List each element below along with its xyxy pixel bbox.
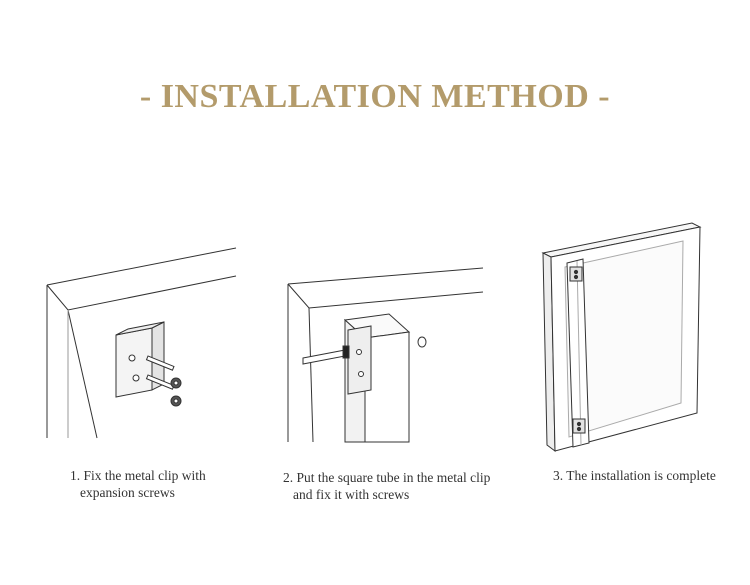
step3-caption [553,467,743,484]
step3-caption-line1: 3. The installation is complete [553,468,716,483]
step2-caption [283,469,543,503]
step2-illustration [285,262,495,447]
metal-clip-icon [348,326,371,394]
page-title: - INSTALLATION METHOD - [139,78,611,115]
step1-caption [70,467,290,501]
step2-caption-line2: and fix it with screws [293,487,410,502]
step1-caption-line1: 1. Fix the metal clip with [70,468,206,483]
step3-illustration [525,215,715,460]
step2-caption-line1: 2. Put the square tube in the metal clip [283,470,491,485]
step1-caption-line2: expansion screws [80,485,175,500]
step1-illustration [40,240,250,445]
